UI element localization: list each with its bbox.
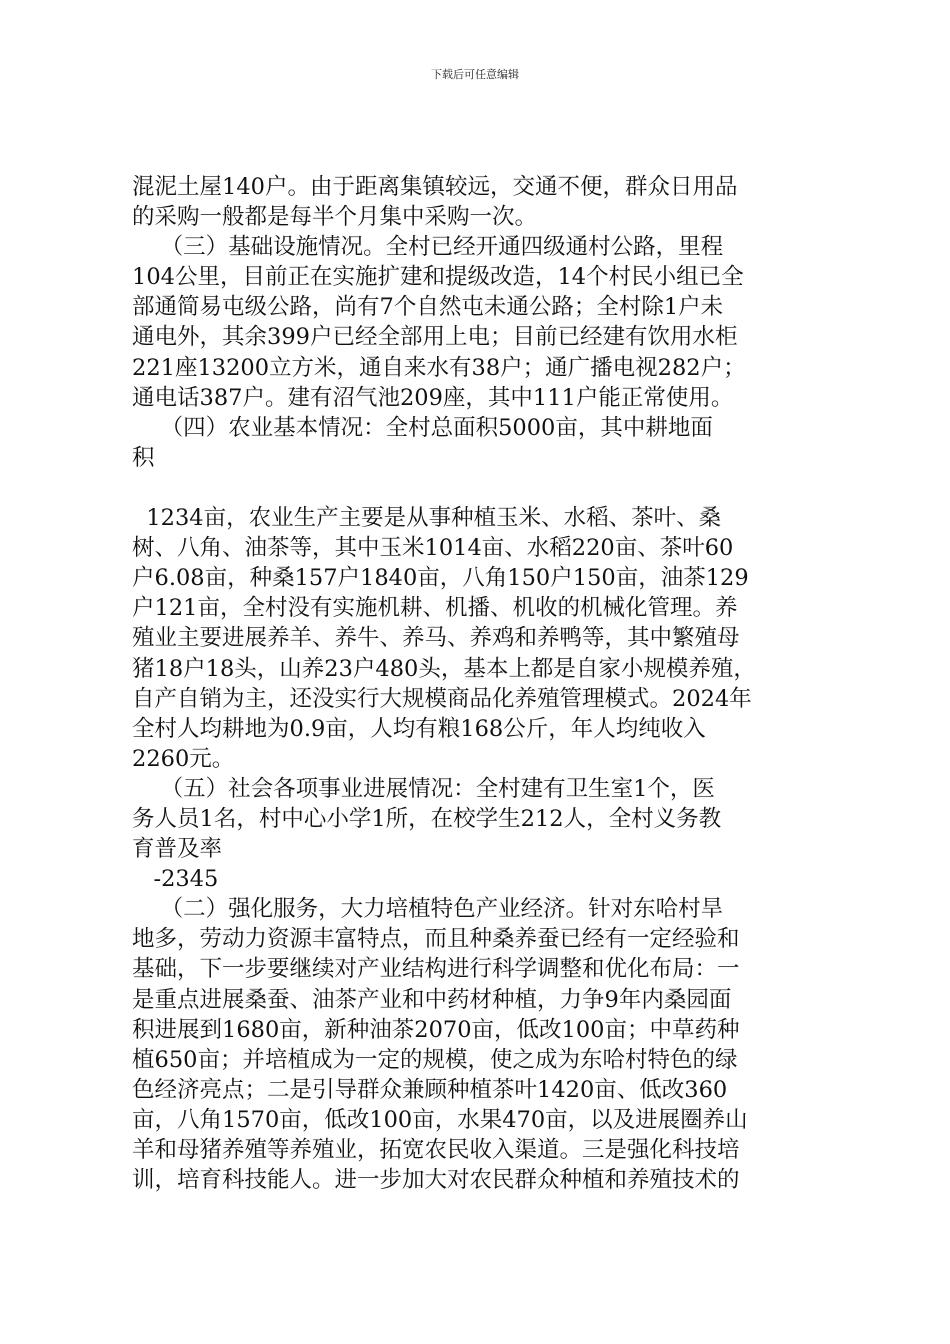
text-line: 104公里，目前正在实施扩建和提级改造，14个村民小组已全 xyxy=(132,264,744,291)
text-line: 亩，八角1570亩，低改100亩，水果470亩，以及进展圈养山 xyxy=(132,1106,748,1133)
text-line: 通电外，其余399户已经全部用上电；目前已经建有饮用水柜 xyxy=(132,324,738,351)
text-line: 训，培育科技能人。进一步加大对农民群众种植和养殖技术的 xyxy=(132,1167,740,1194)
text-line: 户121亩，全村没有实施机耕、机播、机收的机械化管理。养 xyxy=(132,595,738,622)
text-line: （三）基础设施情况。全村已经开通四级通村公路，里程 xyxy=(132,234,724,261)
page-header: 下载后可任意编辑 xyxy=(431,68,519,81)
text-line: 植650亩；并培植成为一定的规模，使之成为东哈村特色的绿 xyxy=(132,1046,738,1073)
text-line: 基础，下一步要继续对产业结构进行科学调整和优化布局：一 xyxy=(132,956,740,983)
text-line: 殖业主要进展养羊、养牛、养马、养鸡和养鸭等，其中繁殖母 xyxy=(132,625,740,652)
text-line: 色经济亮点；二是引导群众兼顾种植茶叶1420亩、低改360 xyxy=(132,1076,728,1103)
text-line: 地多，劳动力资源丰富特点，而且种桑养蚕已经有一定经验和 xyxy=(132,926,740,953)
text-line: 部通简易屯级公路，尚有7个自然屯未通公路；全村除1户未 xyxy=(132,294,724,321)
text-line: 积 xyxy=(132,444,155,471)
text-line: -2345 xyxy=(132,866,219,893)
text-line xyxy=(132,473,832,503)
text-line: 树、八角、油茶等，其中玉米1014亩、水稻220亩、茶叶60 xyxy=(132,535,734,562)
text-line: 育普及率 xyxy=(132,836,223,863)
text-line: 户6.08亩，种桑157户1840亩，八角150户150亩，油茶129 xyxy=(132,565,749,592)
text-line: （五）社会各项事业进展情况：全村建有卫生室1个，医 xyxy=(132,775,715,802)
text-line: 的采购一般都是每半个月集中采购一次。 xyxy=(132,204,538,231)
text-line: 1234亩，农业生产主要是从事种植玉米、水稻、茶叶、桑 xyxy=(132,505,722,532)
document-body xyxy=(132,172,832,1195)
text-line: 混泥土屋140户。由于距离集镇较远，交通不便，群众日用品 xyxy=(132,174,738,200)
text-line: 积进展到1680亩，新种油茶2070亩，低改100亩；中草药种 xyxy=(132,1016,740,1043)
text-line: 猪18户18头，山养23户480头，基本上都是自家小规模养殖， xyxy=(132,655,756,682)
text-line: 羊和母猪养殖等养殖业，拓宽农民收入渠道。三是强化科技培 xyxy=(132,1137,740,1163)
text-line: 通电话387户。建有沼气池209座，其中111户能正常使用。 xyxy=(132,384,734,411)
text-line: 务人员1名，村中心小学1所，在校学生212人，全村义务教 xyxy=(132,805,722,832)
text-line: 221座13200立方米，通自来水有38户；通广播电视282户； xyxy=(132,354,746,381)
text-line: （四）农业基本情况：全村总面积5000亩，其中耕地面 xyxy=(132,414,713,441)
text-line: 2260元。 xyxy=(132,745,235,772)
text-line: （二）强化服务，大力培植特色产业经济。针对东哈村旱 xyxy=(132,896,724,923)
text-line: 自产自销为主，还没实行大规模商品化养殖管理模式。2024年 xyxy=(132,685,752,712)
text-line: 是重点进展桑蚕、油茶产业和中药材种植，力争9年内桑园面 xyxy=(132,986,732,1013)
text-line: 全村人均耕地为0.9亩，人均有粮168公斤，年人均纯收入 xyxy=(132,715,706,742)
